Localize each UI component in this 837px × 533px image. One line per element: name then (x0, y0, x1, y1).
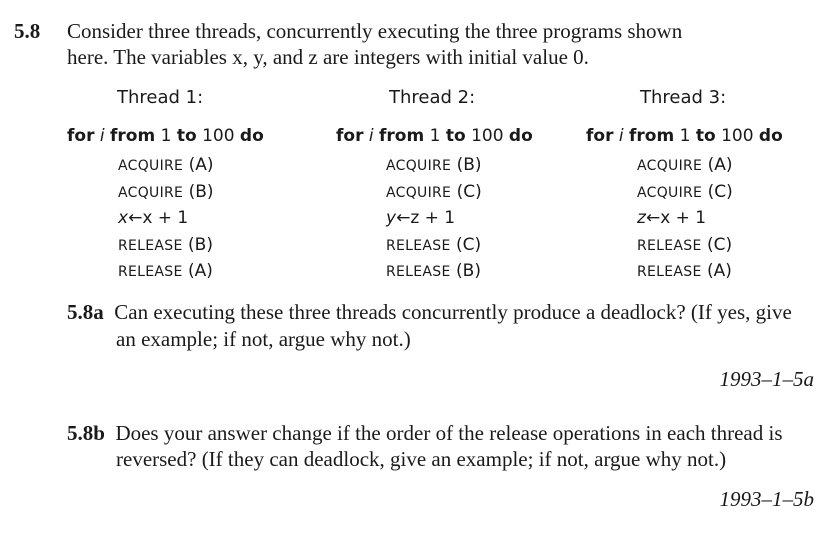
lock-argument: (B) (456, 155, 482, 175)
operation-name: ACQUIRE (386, 184, 452, 201)
subquestion-b-text-line-2: reversed? (If they can deadlock, give an example; if not, argue why not.) (116, 447, 727, 471)
lock-argument: (B) (456, 261, 481, 281)
loop-variable: i (99, 126, 105, 146)
thread-3-release-line (637, 258, 732, 286)
thread-2-loop-header (336, 126, 533, 146)
keyword-do: do (239, 126, 264, 146)
keyword-to: to (445, 126, 466, 146)
thread-1-acquire-line (118, 152, 214, 180)
subquestion-a-text-line-2: an example; if not, argue why not.) (116, 327, 411, 351)
operation-name: ACQUIRE (118, 184, 184, 201)
assign-arrow-icon: ← (396, 208, 411, 228)
thread-2-release-line (386, 258, 481, 286)
problem-intro-line-1: Consider three threads, concurrently executing the three programs shown (67, 19, 683, 43)
assignment-expression: z + 1 (410, 208, 456, 228)
loop-variable: i (618, 126, 624, 146)
keyword-from: from (379, 126, 425, 146)
keyword-for: for (336, 126, 364, 146)
keyword-for: for (586, 126, 614, 146)
assign-arrow-icon: ← (128, 208, 143, 228)
thread-2-release-line (386, 232, 481, 260)
loop-start: 1 (679, 126, 691, 146)
thread-2-acquire-line (386, 152, 482, 180)
assign-arrow-icon: ← (645, 208, 661, 228)
keyword-for: for (67, 126, 95, 146)
keyword-to: to (695, 126, 716, 146)
operation-name: RELEASE (118, 237, 183, 254)
keyword-from: from (629, 126, 675, 146)
lock-argument: (B) (188, 234, 213, 255)
loop-end: 100 (202, 126, 235, 146)
subquestion-a-number: 5.8a (67, 300, 104, 324)
loop-start: 1 (429, 126, 441, 146)
subquestion-b-text-line-1: Does your answer change if the order of the release operations in each thread is (115, 421, 783, 445)
loop-variable: i (368, 126, 374, 146)
operation-name: ACQUIRE (637, 158, 703, 174)
operation-name: RELEASE (386, 237, 451, 254)
operation-name: ACQUIRE (386, 158, 452, 174)
thread-1-release-line (118, 232, 213, 260)
assignment-target: z (637, 208, 646, 228)
keyword-to: to (176, 126, 197, 146)
thread-1-release-line (118, 258, 213, 286)
assignment-target: x (118, 208, 129, 228)
assignment-target: y (386, 208, 397, 228)
problem-intro-line-2: here. The variables x, y, and z are integers with initial value 0. (67, 45, 589, 69)
thread-1-acquire-line (118, 179, 214, 207)
subquestion-b-number: 5.8b (67, 421, 105, 445)
citation-b: 1993–1–5b (719, 487, 814, 511)
thread-1-loop-header (67, 126, 264, 146)
thread-3-loop-header (586, 126, 783, 146)
thread-2-assignment-line (386, 205, 455, 232)
problem-number: 5.8 (14, 19, 41, 43)
lock-argument: (B) (188, 181, 214, 202)
thread-2-acquire-line (386, 179, 482, 207)
lock-argument: (A) (707, 155, 733, 175)
subquestion-a (67, 299, 792, 326)
lock-argument: (A) (188, 155, 214, 175)
loop-end: 100 (721, 126, 754, 146)
thread-3-assignment-line (637, 205, 706, 232)
keyword-do: do (758, 126, 783, 146)
operation-name: RELEASE (386, 264, 451, 280)
thread-1-assignment-line (118, 205, 188, 232)
lock-argument: (A) (188, 261, 213, 281)
keyword-from: from (110, 126, 156, 146)
thread-1-heading: Thread 1: (117, 87, 204, 108)
operation-name: RELEASE (637, 237, 702, 254)
assignment-expression: x + 1 (142, 208, 189, 228)
operation-name: ACQUIRE (118, 158, 184, 174)
keyword-do: do (508, 126, 533, 146)
loop-end: 100 (471, 126, 504, 146)
subquestion-b (67, 420, 783, 447)
loop-start: 1 (160, 126, 172, 146)
lock-argument: (C) (707, 181, 733, 202)
lock-argument: (C) (456, 234, 482, 255)
lock-argument: (C) (707, 234, 733, 255)
operation-name: RELEASE (118, 264, 183, 280)
thread-3-release-line (637, 232, 732, 260)
citation-a: 1993–1–5a (719, 367, 814, 391)
thread-2-heading: Thread 2: (389, 87, 476, 108)
subquestion-a-text-line-1: Can executing these three threads concurrently produce a deadlock? (If yes, give (114, 300, 792, 324)
thread-3-acquire-line (637, 179, 733, 207)
operation-name: RELEASE (637, 264, 702, 280)
thread-3-heading: Thread 3: (640, 87, 727, 108)
thread-3-acquire-line (637, 152, 733, 180)
lock-argument: (A) (707, 261, 732, 281)
operation-name: ACQUIRE (637, 184, 703, 201)
lock-argument: (C) (456, 181, 482, 202)
assignment-expression: x + 1 (660, 208, 707, 228)
